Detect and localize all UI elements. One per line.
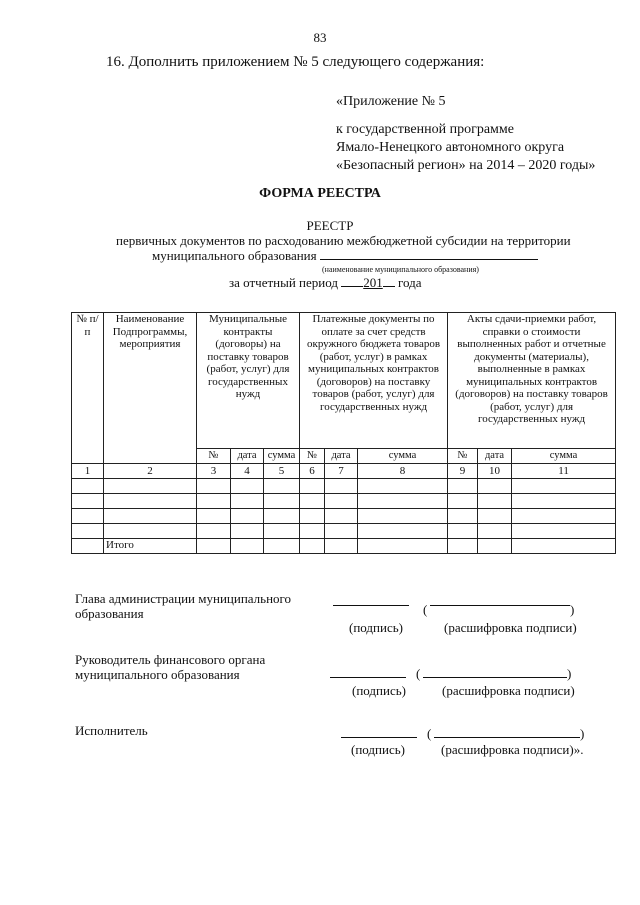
signature-2-line-2: муниципального образования (75, 667, 240, 682)
column-number: 7 (325, 464, 358, 479)
signature-1-label (75, 591, 291, 621)
signature-3-sign-line (341, 737, 417, 738)
signature-3-label (75, 723, 148, 738)
signature-3-sign-caption: (подпись) (351, 742, 405, 757)
total-label: Итого (104, 539, 197, 554)
period-blank-2 (383, 275, 395, 287)
column-number: 10 (478, 464, 512, 479)
table-row (72, 509, 616, 524)
sub-header-sum: сумма (264, 449, 300, 464)
column-numbers-row (72, 464, 616, 479)
registry-subtitle-1: первичных документов по расходованию межбюджетной субсидии на территории (116, 233, 571, 248)
signature-3-decode-line (434, 737, 580, 738)
table-row (72, 524, 616, 539)
municipality-fill-line (320, 248, 538, 260)
period-year: 201 (363, 275, 383, 290)
column-number: 4 (231, 464, 264, 479)
signature-2-label (75, 652, 265, 682)
appendix-title: «Приложение № 5 (336, 94, 446, 109)
registry-table (71, 312, 616, 554)
appendix-line-3: «Безопасный регион» на 2014 – 2020 годы» (336, 158, 596, 173)
period-suffix: года (397, 275, 422, 290)
signature-1-line-1: Глава администрации муниципального (75, 591, 292, 606)
signature-1-open-paren: ( (423, 602, 428, 617)
period-prefix: за отчетный период (229, 275, 338, 290)
signature-3-line-1: Исполнитель (75, 723, 148, 738)
column-number: 11 (512, 464, 616, 479)
signature-1-sign-line (333, 605, 409, 606)
table-row (72, 494, 616, 509)
appendix-line-2: Ямало-Ненецкого автономного округа (336, 140, 565, 155)
sub-header-no: № (197, 449, 231, 464)
acceptance-acts-header: Акты сдачи-приемки работ, справки о стоимости выполненных работ и отчетные документы (материалы), выполненные в рамках муниципальных контрактов (договоров) на поставку товаров (работ, услуг) для государственных нужд (448, 313, 616, 449)
column-number: 1 (72, 464, 104, 479)
amendment-heading: 16. Дополнить приложением № 5 следующего содержания: (106, 54, 485, 70)
reporting-period (229, 275, 422, 291)
sub-header-date: дата (325, 449, 358, 464)
signature-3-decode-caption: (расшифровка подписи)». (441, 742, 584, 757)
signature-2-decode-line (423, 677, 567, 678)
municipality-caption: (наименование муниципального образования) (322, 265, 479, 274)
column-number: 8 (358, 464, 448, 479)
sub-header-sum: сумма (358, 449, 448, 464)
column-number: 9 (448, 464, 478, 479)
sub-header-no: № (300, 449, 325, 464)
signature-3-open-paren: ( (427, 726, 432, 741)
signature-2-open-paren: ( (416, 666, 421, 681)
col-number-header: № п/п (72, 313, 104, 464)
col-name-header: Наименование Подпрограммы, мероприятия (104, 313, 197, 464)
appendix-header (336, 93, 595, 175)
signature-1-close-paren: ) (570, 602, 575, 617)
contracts-header: Муниципальные контракты (договоры) на поставку товаров (работ, услуг) для государственных нужд (197, 313, 300, 449)
sub-header-date: дата (478, 449, 512, 464)
signature-2-decode-caption: (расшифровка подписи) (442, 683, 575, 698)
column-number: 6 (300, 464, 325, 479)
signature-3-close-paren: ) (580, 726, 585, 741)
payment-docs-header: Платежные документы по оплате за счет средств окружного бюджета товаров (работ, услуг) в рамках муниципальных контрактов (договоров) на поставку товаров (работ, услуг) для государственных нужд (300, 313, 448, 449)
form-title: ФОРМА РЕЕСТРА (259, 186, 381, 201)
sub-header-sum: сумма (512, 449, 616, 464)
signature-1-line-2: образования (75, 606, 144, 621)
registry-title: РЕЕСТР (306, 218, 354, 233)
table-row (72, 479, 616, 494)
period-blank-1 (341, 275, 363, 287)
total-row (72, 539, 616, 554)
column-number: 2 (104, 464, 197, 479)
sub-header-date: дата (231, 449, 264, 464)
signature-2-sign-line (330, 677, 406, 678)
municipality-label: муниципального образования (152, 248, 317, 263)
signature-1-sign-caption: (подпись) (349, 620, 403, 635)
column-number: 3 (197, 464, 231, 479)
signature-2-sign-caption: (подпись) (352, 683, 406, 698)
appendix-line-1: к государственной программе (336, 122, 514, 137)
signature-2-line-1: Руководитель финансового органа (75, 652, 266, 667)
registry-subtitle-2 (152, 248, 538, 264)
page-number: 83 (313, 30, 327, 45)
column-number: 5 (264, 464, 300, 479)
signature-1-decode-caption: (расшифровка подписи) (444, 620, 577, 635)
signature-1-decode-line (430, 605, 570, 606)
sub-header-no: № (448, 449, 478, 464)
signature-2-close-paren: ) (567, 666, 572, 681)
